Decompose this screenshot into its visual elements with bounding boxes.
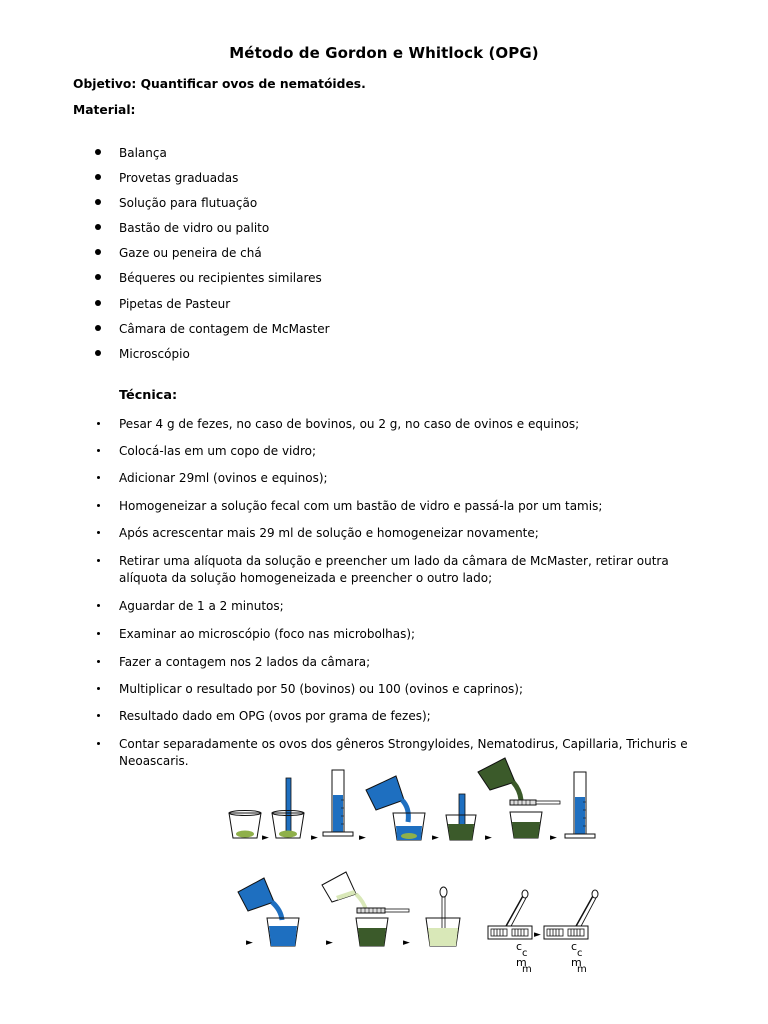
graduated-cylinder-icon <box>565 772 595 838</box>
cup-feces-rod-icon <box>272 778 304 838</box>
pour-solution-icon <box>366 776 425 840</box>
technique-heading: Técnica: <box>119 388 178 403</box>
arrow-icon: ► <box>359 833 366 843</box>
arrow-icon: ► <box>311 833 318 843</box>
document-page: Método de Gordon e Whitlock (OPG) Objetivo: Quantificar ovos de nematóides. Material: Balança Provetas graduadas Solução para flutuação Bastão de vidro ou palito Gaze ou peneira de chá Béqueres ou recipientes similares Pipetas de Pasteur Câmara de contagem de McMaster Microscópio Técnica: Pesar 4 g de fezes, no caso de bovinos, ou 2 g, no caso de ovinos e equinos; Colocá-las em um copo de vidro; Adicionar 29ml (ovinos e equinos); Homogeneizar a solução fecal com um bastão de vidro e passá-la por um tamis; Após acrescentar mais 29 ml de solução e homogeneizar novamente; Retirar uma alíquota da solução e preencher um lado da câmara de McMaster, retirar outra alíquota da solução homogeneizada e preencher o outro lado; Aguardar de 1 a 2 minutos; Examinar ao microscópio (foco nas microbolhas); Fazer a contagem nos 2 lados da câmara; Multiplicar o resultado por 50 (bovinos) ou 100 (ovinos e caprinos); Resultado dado em OPG (ovos por grama de fezes); Contar separadamente os ovos dos gêneros Strongyloides, Nematodirus, Capillaria, Trichuris e Neoascaris. ► ► ► ► ► ► ► ► ► c c m m ► c c m m <box>0 0 768 1024</box>
graduated-cylinder-icon <box>323 770 353 836</box>
chamber-label-m: m <box>571 956 582 969</box>
mcmaster-chamber-icon <box>488 890 532 939</box>
chamber-label-c: c <box>577 948 583 959</box>
page-title: Método de Gordon e Whitlock (OPG) <box>229 44 539 62</box>
pour-solution-icon <box>238 878 299 946</box>
chamber-label-m: m <box>577 964 587 975</box>
cup-feces-icon <box>229 811 261 839</box>
chamber-label-c: c <box>516 940 523 953</box>
chamber-label-c: c <box>522 948 528 959</box>
mcmaster-chamber-icon <box>544 890 598 939</box>
objective-text: Objetivo: Quantificar ovos de nematóides. <box>73 77 366 91</box>
arrow-icon: ► <box>550 833 557 843</box>
pour-through-sieve-icon <box>322 872 409 946</box>
chamber-label-m: m <box>516 956 527 969</box>
material-heading: Material: <box>73 103 136 117</box>
pour-through-sieve-icon <box>478 758 560 838</box>
arrow-icon: ► <box>403 938 410 948</box>
arrow-icon: ► <box>326 938 333 948</box>
chamber-label-m: m <box>522 964 532 975</box>
pipette-icon <box>426 887 460 946</box>
cup-mix-rod-icon <box>446 794 476 840</box>
arrow-icon: ► <box>534 930 541 940</box>
chamber-label-c: c <box>571 940 578 953</box>
arrow-icon: ► <box>432 833 439 843</box>
arrow-icon: ► <box>246 938 253 948</box>
arrow-icon: ► <box>262 833 269 843</box>
arrow-icon: ► <box>485 833 492 843</box>
